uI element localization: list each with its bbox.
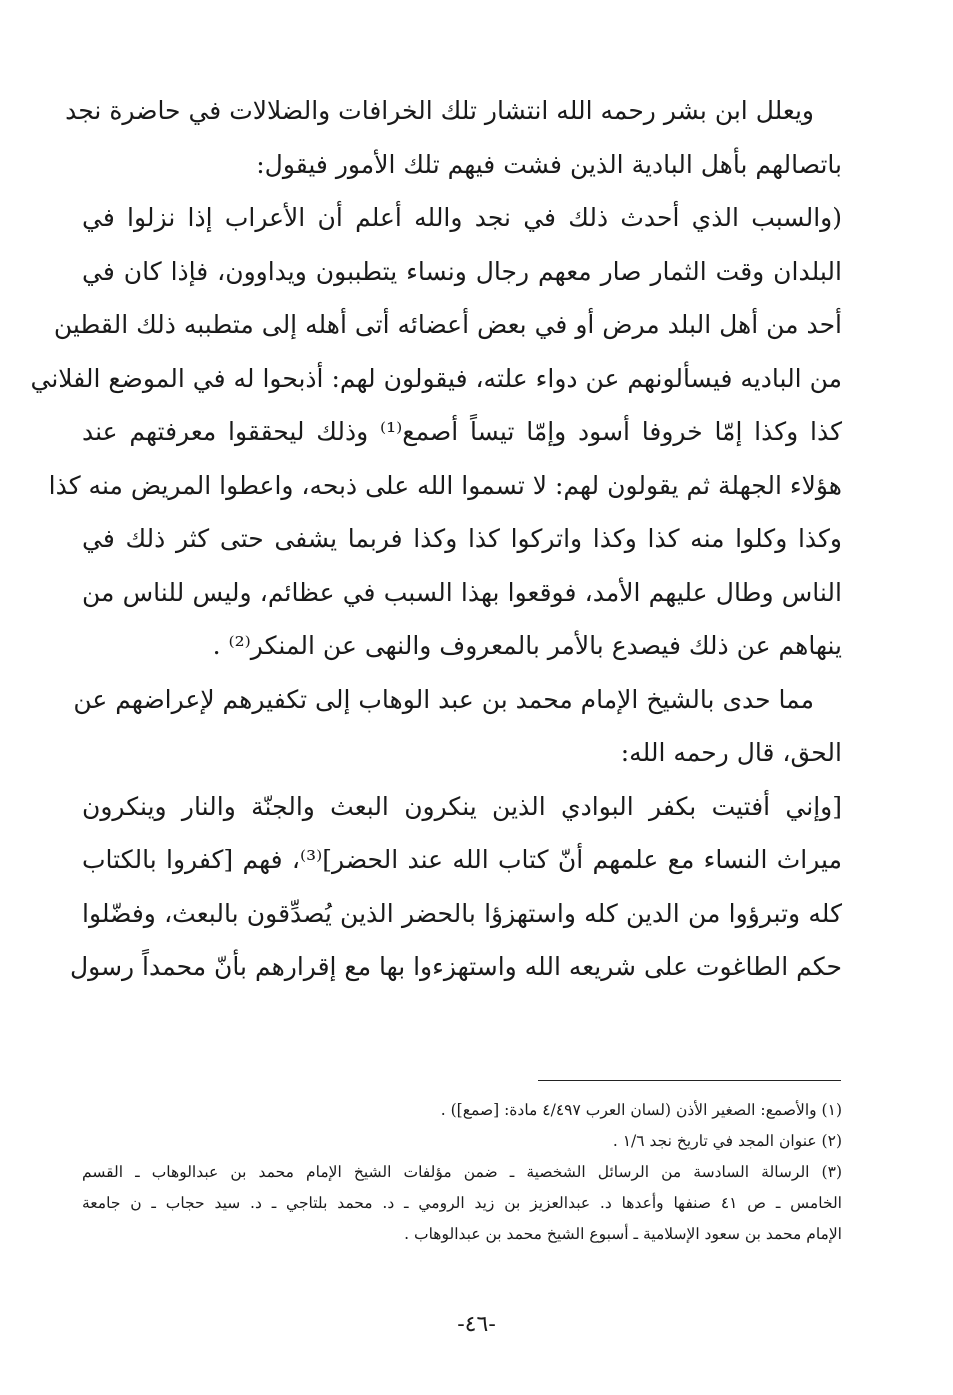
text-line: [وإني أفتيت بكفر البوادي الذين ينكرون البعث والجنّة والنار وينكرون [82,791,842,821]
text-line: كذا وكذا إمّا خروفا أسود وإمّا تيساً أصمع⁽¹⁾ وذلك ليحققوا معرفتهم عند [82,417,842,446]
footnote [82,1126,842,1157]
footnote-line: الخامس ـ ص ٤١ صنفها وأعدها د. عبدالعزيز بن زيد الرومي ـ د. محمد بلتاجي ـ د. سيد حجاب ـ ن جامعة [82,1194,842,1212]
text-line: باتصالهم بأهل البادية الذين فشت فيهم تلك الأمور فيقول: [256,149,842,179]
text-line: ينهاهم عن ذلك فيصدع بالأمر بالمعروف والنهى عن المنكر⁽²⁾ . [212,631,842,660]
page-number: -٤٦- [457,1312,496,1337]
text-line: حكم الطاغوت على شريعه الله واستهزءوا بها مع إقرارهم بأنّ محمداً رسول [70,952,842,981]
text-line: هؤلاء الجهلة ثم يقولون لهم: لا تسموا الله على ذبحه، واعطوا المريض منه كذا [48,470,842,500]
text-line: ميراث النساء مع علمهم أنّ كتاب الله عند الحضر]⁽³⁾، فهم [كفروا بالكتاب [82,845,842,874]
footnote [82,1095,842,1126]
paragraph [73,673,842,780]
footnote-line: الإمام محمد بن سعود الإسلامية ـ أسبوع الشيخ محمد بن عبدالوهاب . [404,1225,842,1243]
text-line: مما حدى بالشيخ الإمام محمد بن عبد الوهاب إلى تكفيرهم لإعراضهم عن [73,684,814,714]
text-line: وكذا وكلوا منه كذا وكذا واتركوا كذا وكذا فربما يشفى حتى كثر ذلك في [82,524,842,553]
text-line: الناس وطال عليهم الأمد، فوقعوا بهذا السبب في عظائم، وليس للناس من [82,577,842,607]
text-line: أحد من أهل البلد مرض أو في بعض أعضائه أتى أهله إلى متطببه ذلك القطين [53,310,842,339]
text-line: (والسبب الذي أحدث ذلك في نجد والله أعلم أن الأعراب إذا نزلوا في [82,203,842,232]
text-line: كله وتبرؤوا من الدين كله واستهزؤا بالحضر الذين يُصدِّقون بالبعث، وفضّلوا [82,898,842,928]
text-line: من الباديه فيسألونهم عن دواء علته، فيقولون لهم: أذبحوا له في الموضع الفلاني [30,363,842,393]
footnote-line: (٢) عنوان المجد في تاريخ نجد ١/٦ . [612,1132,842,1150]
footnote [82,1157,842,1250]
footnotes [82,1095,842,1250]
paragraph [70,780,842,994]
paragraph [30,191,842,673]
paragraph [65,84,842,191]
footnote-line: (٣) الرسالة السادسة من الرسائل الشخصية ـ ضمن مؤلفات الشيخ الإمام محمد بن عبدالوهاب ـ القسم [82,1163,842,1181]
footnote-separator [538,1080,841,1081]
text-line: البلدان وقت الثمار صار معهم رجال ونساء يتطببون ويداوون، فإذا كان في [82,256,842,286]
text-line: ويعلل ابن بشر رحمه الله انتشار تلك الخرافات والضلالات في حاضرة نجد [65,96,814,125]
footnote-line: (١) والأصمع: الصغير الأذن (لسان العرب ٤/٤٩٧ مادة: [صمع]) . [440,1101,842,1119]
text-line: الحق، قال رحمه الله: [620,738,842,767]
body-text [30,84,842,994]
